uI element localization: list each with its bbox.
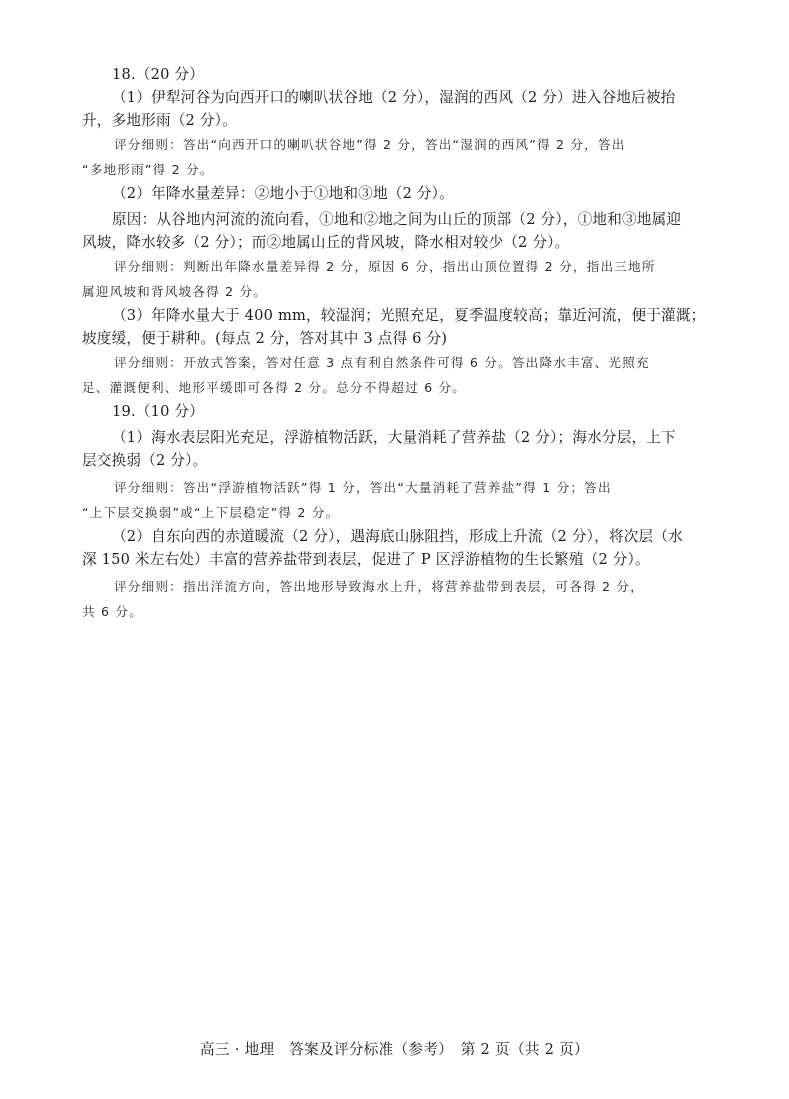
q19-heading: 19.（10 分） xyxy=(112,403,204,420)
q18-part3-line1: （3）年降水量大于 400 mm，较湿润；光照充足，夏季温度较高；靠近河流，便于灌溉； xyxy=(112,307,706,324)
q18-part1-note-line1: 评分细则：答出“向西开口的喇叭状谷地”得 2 分，答出“湿润的西风”得 2 分，答出 xyxy=(114,137,626,152)
q19-part1-note-line1: 评分细则：答出“浮游植物活跃”得 1 分，答出“大量消耗了营养盐”得 1 分；答出 xyxy=(114,480,612,495)
page-footer: 高三 · 地理 答案及评分标准（参考） 第 2 页（共 2 页） xyxy=(199,1041,589,1058)
q18-part3-line2: 坡度缓，便于耕种。(每点 2 分，答对其中 3 点得 6 分) xyxy=(82,330,448,347)
q18-part3-note-line2: 足、灌溉便利、地形平缓即可各得 2 分。总分不得超过 6 分。 xyxy=(82,380,467,395)
q19-part2-note-line2: 共 6 分。 xyxy=(82,604,144,619)
q19-part1-line2: 层交换弱（2 分）。 xyxy=(82,452,208,469)
q19-part2-line1: （2）自东向西的赤道暖流（2 分），遇海底山脉阻挡，形成上升流（2 分），将次层（水 xyxy=(112,528,683,545)
answer-content xyxy=(82,63,712,624)
q18-part1-line2: 升，多地形雨（2 分）。 xyxy=(82,112,237,129)
q18-part1-note-line2: “多地形雨”得 2 分。 xyxy=(82,162,214,177)
q18-part3-note-line1: 评分细则：开放式答案，答对任意 3 点有利自然条件可得 6 分。答出降水丰富、光照充 xyxy=(114,355,650,370)
q18-part1-line1: （1）伊犁河谷为向西开口的喇叭状谷地（2 分），湿润的西风（2 分）进入谷地后被抬 xyxy=(112,89,676,106)
q19-part1-line1: （1）海水表层阳光充足，浮游植物活跃，大量消耗了营养盐（2 分）；海水分层，上下 xyxy=(112,429,676,446)
q18-part2-note-line1: 评分细则：判断出年降水量差异得 2 分，原因 6 分，指出山顶位置得 2 分，指出三地所 xyxy=(114,259,656,274)
q18-part2-line1: （2）年降水量差异：②地小于①地和③地（2 分）。 xyxy=(112,185,454,202)
q18-heading: 18.（20 分） xyxy=(112,66,204,83)
q18-part2-line3: 风坡，降水较多（2 分）；而②地属山丘的背风坡，降水相对较少（2 分）。 xyxy=(82,234,570,251)
q19-part1-note-line2: “上下层交换弱”或“上下层稳定”得 2 分。 xyxy=(82,505,340,520)
q19-part2-line2: 深 150 米左右处）丰富的营养盐带到表层，促进了 P 区浮游植物的生长繁殖（2 分）。 xyxy=(82,551,650,568)
q18-part2-line2: 原因：从谷地内河流的流向看，①地和②地之间为山丘的顶部（2 分），①地和③地属迎 xyxy=(112,211,682,228)
q18-part2-note-line2: 属迎风坡和背风坡各得 2 分。 xyxy=(82,284,268,299)
q19-part2-note-line1: 评分细则：指出洋流方向，答出地形导致海水上升，将营养盐带到表层，可各得 2 分， xyxy=(114,579,644,594)
